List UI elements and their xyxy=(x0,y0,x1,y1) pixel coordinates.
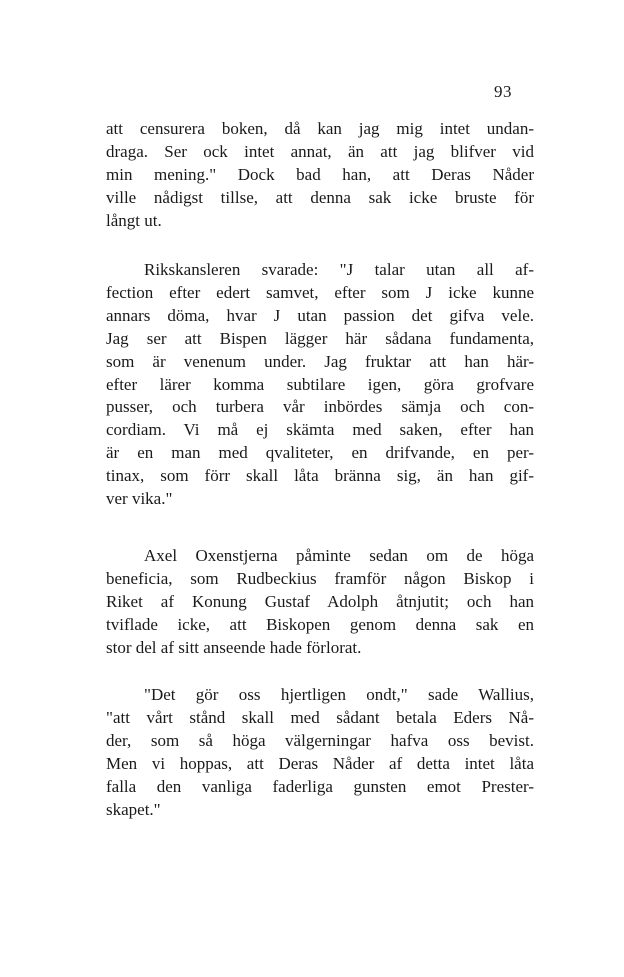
text-line: är en man med qvaliteter, en drifvande, en per- xyxy=(106,443,534,463)
text-line: som är venenum under. Jag fruktar att han här- xyxy=(106,351,534,371)
text-line: der, som så höga välgerningar hafva oss bevist. xyxy=(106,730,534,750)
text-line: falla den vanliga faderliga gunsten emot Prester- xyxy=(106,776,534,796)
paragraph-1 xyxy=(106,118,534,233)
text-line: tviflade icke, att Biskopen genom denna sak en xyxy=(106,614,534,634)
text-line: pusser, och turbera vår inbördes sämja och con- xyxy=(106,397,534,417)
text-line: Axel Oxenstjerna påminte sedan om de höga xyxy=(144,546,534,565)
text-line: att censurera boken, då kan jag mig intet undan- xyxy=(106,119,534,138)
text-line: långt ut. xyxy=(106,210,162,230)
text-line: fection efter edert samvet, efter som J icke kunne xyxy=(106,282,534,302)
text-line: Riket af Konung Gustaf Adolph åtnjutit; och han xyxy=(106,591,534,611)
text-line: tinax, som förr skall låta bränna sig, än han gif- xyxy=(106,466,534,486)
paragraph-3 xyxy=(106,545,534,660)
text-line: Jag ser att Bispen lägger här sådana fundamenta, xyxy=(106,328,534,348)
text-line: beneficia, som Rudbeckius framför någon Biskop i xyxy=(106,568,534,588)
text-line: draga. Ser ock intet annat, än att jag blifver vid xyxy=(106,141,534,161)
text-line: ver vika." xyxy=(106,489,173,509)
text-line: Men vi hoppas, att Deras Nåder af detta intet låta xyxy=(106,753,534,773)
paragraph-2 xyxy=(106,259,534,511)
text-line: annars döma, hvar J utan passion det gifva vele. xyxy=(106,305,534,325)
text-line: skapet." xyxy=(106,799,161,819)
text-line: efter lärer komma subtilare igen, göra grofvare xyxy=(106,374,534,394)
text-line: ville nådigst tillse, att denna sak icke bruste för xyxy=(106,187,534,207)
text-line: Rikskansleren svarade: "J talar utan all af- xyxy=(144,260,534,279)
text-line: "att vårt stånd skall med sådant betala Eders Nå- xyxy=(106,707,534,727)
text-line: "Det gör oss hjertligen ondt," sade Wallius, xyxy=(144,685,534,704)
text-line: cordiam. Vi må ej skämta med saken, efter han xyxy=(106,420,534,440)
text-line: stor del af sitt anseende hade förlorat. xyxy=(106,637,362,657)
text-line: min mening." Dock bad han, att Deras Nåder xyxy=(106,164,534,184)
paragraph-4 xyxy=(106,684,534,821)
page-number: 93 xyxy=(494,82,512,101)
